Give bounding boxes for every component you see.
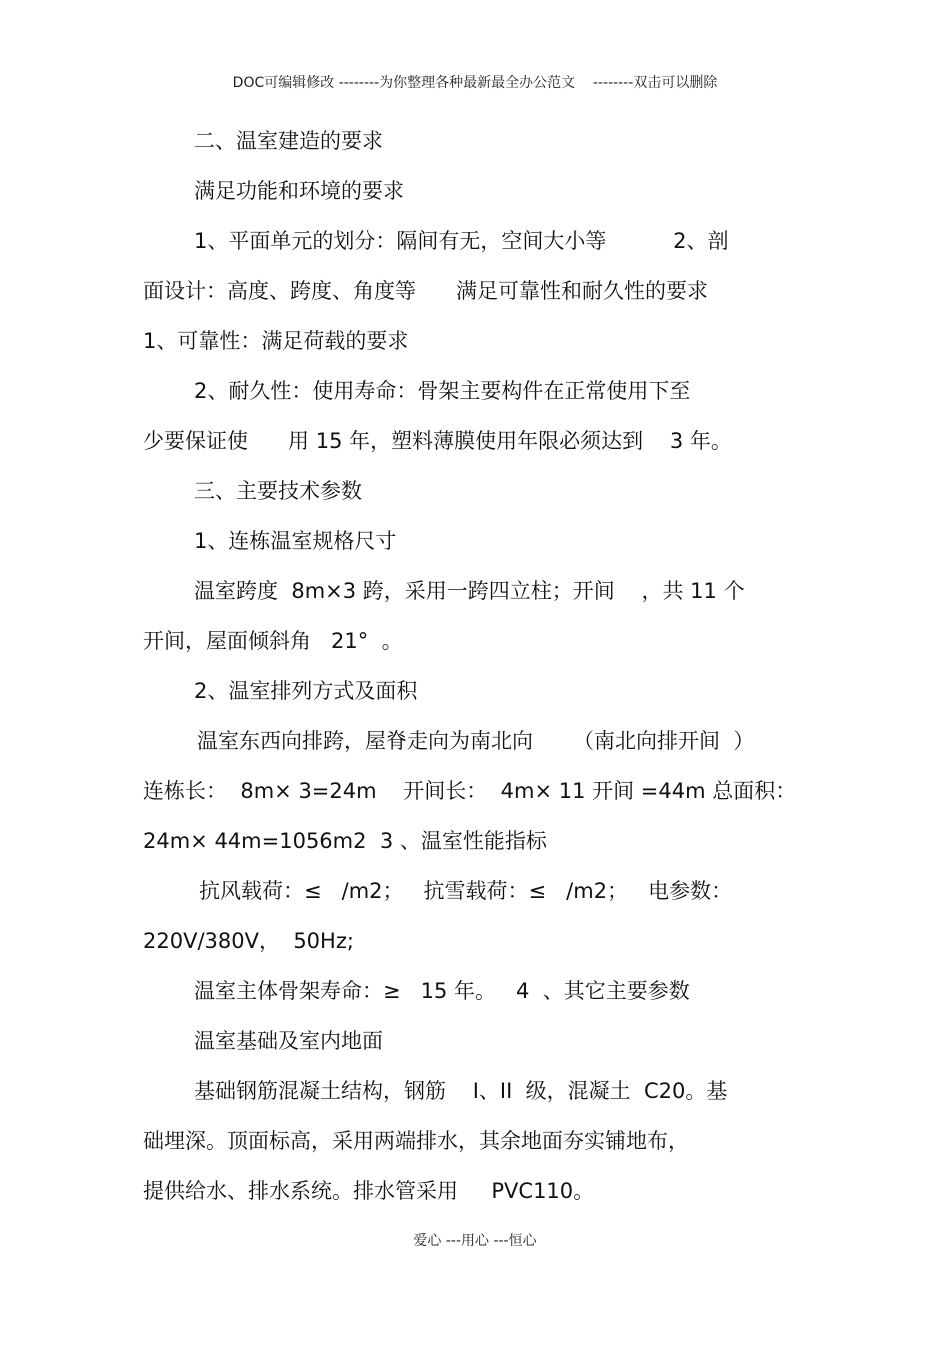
paragraph-line: 温室东西向排跨，屋脊走向为南北向 （南北向排开间 ） <box>197 729 755 753</box>
paragraph-line: 抗风载荷：≤ /m2； 抗雪载荷：≤ /m2； 电参数： <box>199 879 733 903</box>
paragraph-line: 础埋深。顶面标高，采用两端排水，其余地面夯实铺地布， <box>143 1129 689 1153</box>
paragraph-line: 1、可靠性：满足荷载的要求 <box>143 329 409 353</box>
page-footer: 爱心 ---用心 ---恒心 <box>413 1233 537 1249</box>
paragraph-line: 温室基础及室内地面 <box>194 1029 383 1053</box>
paragraph-line: 温室主体骨架寿命：≥ 15 年。 4 、其它主要参数 <box>194 979 690 1003</box>
paragraph-line: 1、平面单元的划分：隔间有无，空间大小等 2、剖 <box>194 229 729 253</box>
paragraph-line: 2、耐久性：使用寿命：骨架主要构件在正常使用下至 <box>194 379 691 403</box>
page-header: DOC可编辑修改 --------为你整理各种最新最全办公范文 --------双击可以删除 <box>232 75 718 91</box>
subsection-heading: 1、连栋温室规格尺寸 <box>194 529 397 553</box>
section-heading-3: 三、主要技术参数 <box>194 479 362 503</box>
subsection-heading: 2、温室排列方式及面积 <box>194 679 418 703</box>
section-heading-2: 二、温室建造的要求 <box>194 129 383 153</box>
paragraph-line: 满足功能和环境的要求 <box>194 179 404 203</box>
paragraph-line: 连栋长： 8m× 3=24m 开间长： 4m× 11 开间 =44m 总面积： <box>143 779 797 803</box>
paragraph-line: 24m× 44m=1056m2 3 、温室性能指标 <box>143 829 547 853</box>
paragraph-line: 220V/380V， 50Hz; <box>143 929 354 953</box>
paragraph-line: 面设计：高度、跨度、角度等 满足可靠性和耐久性的要求 <box>143 279 709 303</box>
paragraph-line: 温室跨度 8m×3 跨，采用一跨四立柱；开间 ，共 11 个 <box>194 579 745 603</box>
paragraph-line: 提供给水、排水系统。排水管采用 PVC110。 <box>143 1179 595 1203</box>
paragraph-line: 基础钢筋混凝土结构，钢筋 I、II 级，混凝土 C20。基 <box>194 1079 728 1103</box>
paragraph-line: 少要保证使 用 15 年，塑料薄膜使用年限必须达到 3 年。 <box>143 429 732 453</box>
paragraph-line: 开间，屋面倾斜角 21° 。 <box>143 629 403 653</box>
